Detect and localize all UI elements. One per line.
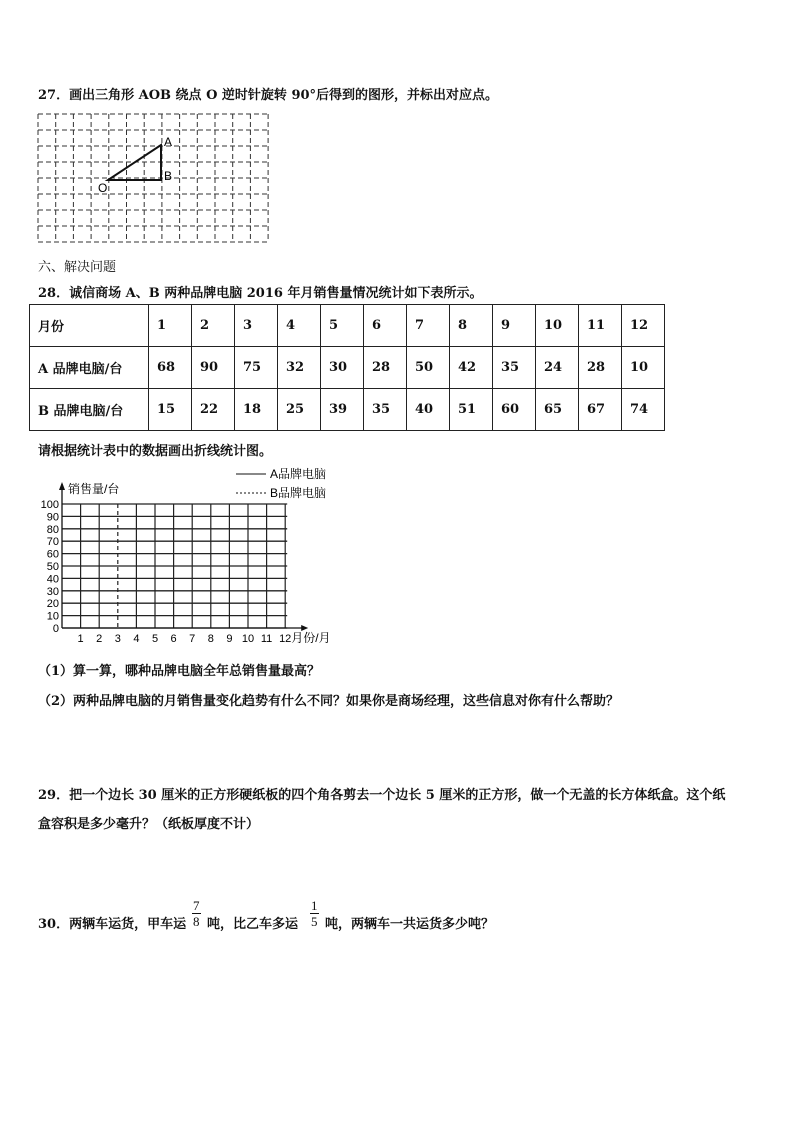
table-cell: 24 [536, 347, 579, 389]
row-label: A 品牌电脑/台 [30, 347, 149, 389]
x-tick-label: 5 [151, 633, 159, 645]
chart-instruction: 请根据统计表中的数据画出折线统计图。 [38, 444, 273, 459]
table-cell: 30 [321, 347, 364, 389]
q29-line2: 盒容积是多少毫升？（纸板厚度不计） [38, 817, 260, 832]
y-tick-label: 100 [40, 499, 59, 511]
table-row [30, 389, 665, 431]
grid-lines [38, 114, 268, 242]
q30-part2: 吨，比乙车多运 [207, 917, 299, 932]
table-cell: 65 [536, 389, 579, 431]
y-tick-label: 0 [52, 623, 59, 635]
table-cell: 32 [278, 347, 321, 389]
fraction-numerator: 1 [311, 898, 318, 913]
x-tick-label: 10 [241, 633, 255, 645]
table-cell: 22 [192, 389, 235, 431]
q28-sub1: （1）算一算，哪种品牌电脑全年总销售量最高？ [38, 664, 321, 679]
x-tick-label: 11 [260, 633, 273, 645]
month-header: 1 [149, 305, 192, 347]
table-cell: 42 [450, 347, 493, 389]
table-cell: 15 [149, 389, 192, 431]
x-tick-label: 6 [170, 633, 177, 645]
month-header: 8 [450, 305, 493, 347]
x-tick-label: 12 [279, 633, 292, 645]
y-tick-label: 10 [46, 610, 59, 623]
q28-sub2: （2）两种品牌电脑的月销售量变化趋势有什么不同？如果你是商场经理，这些信息对你有什么帮助？ [38, 694, 620, 709]
y-tick-label: 20 [46, 598, 59, 611]
table-cell: 90 [192, 347, 235, 389]
fraction-denominator: 8 [193, 914, 200, 929]
month-header: 3 [235, 305, 278, 347]
table-cell: 74 [622, 389, 665, 431]
y-tick-label: 70 [46, 536, 59, 549]
q30-part3: 吨，两辆车一共运货多少吨？ [325, 917, 495, 932]
table-cell: 39 [321, 389, 364, 431]
table-cell: 18 [235, 389, 278, 431]
x-tick-label: 1 [77, 633, 84, 645]
month-header: 4 [278, 305, 321, 347]
sales-table [29, 304, 665, 431]
line-chart [34, 462, 354, 648]
q28-text: 28．诚信商场 A、B 两种品牌电脑 2016 年月销售量情况统计如下表所示。 [38, 286, 483, 301]
table-cell: 28 [579, 347, 622, 389]
table-cell: 40 [407, 389, 450, 431]
q30-part1: 30．两辆车运货，甲车运 [38, 917, 187, 932]
y-tick-label: 60 [46, 548, 59, 561]
y-tick-label: 30 [46, 585, 59, 598]
rotation-grid [36, 112, 272, 246]
y-axis-arrow [59, 482, 65, 490]
q29-line1: 29．把一个边长 30 厘米的正方形硬纸板的四个角各剪去一个边长 5 厘米的正方形，做一个无盖的长方体纸盒。这个纸 [38, 788, 726, 803]
fraction-7-8 [192, 898, 201, 929]
q27-text: 27．画出三角形 AOB 绕点 O 逆时针旋转 90°后得到的图形，并标出对应点。 [38, 88, 499, 103]
y-tick-label: 50 [46, 561, 59, 573]
x-tick-label: 9 [226, 633, 233, 645]
table-cell: 10 [622, 347, 665, 389]
legend-label: B品牌电脑 [270, 486, 327, 500]
y-tick-label: 40 [46, 573, 59, 586]
point-b-label: B [164, 169, 173, 183]
table-cell: 35 [493, 347, 536, 389]
column-header: 月份 [30, 305, 149, 347]
table-cell: 35 [364, 389, 407, 431]
table-cell: 67 [579, 389, 622, 431]
point-o-label: O [98, 181, 108, 195]
section-title: 六、解决问题 [38, 260, 117, 275]
fraction-denominator: 5 [311, 914, 318, 929]
table-cell: 68 [149, 347, 192, 389]
row-label: B 品牌电脑/台 [30, 389, 149, 431]
x-tick-label: 2 [96, 633, 103, 645]
month-header: 11 [579, 305, 622, 347]
table-cell: 28 [364, 347, 407, 389]
y-tick-label: 90 [46, 511, 59, 524]
fraction-numerator: 7 [193, 898, 200, 913]
x-tick-label: 7 [189, 633, 196, 645]
table-cell: 51 [450, 389, 493, 431]
x-tick-label: 3 [114, 633, 121, 645]
y-axis-label: 销售量/台 [68, 482, 120, 496]
table-cell: 25 [278, 389, 321, 431]
fraction-1-5 [310, 898, 319, 929]
table-cell: 75 [235, 347, 278, 389]
table-cell: 50 [407, 347, 450, 389]
y-tick-label: 80 [46, 523, 59, 536]
month-header: 10 [536, 305, 579, 347]
x-tick-label: 4 [133, 633, 140, 645]
point-a-label: A [164, 135, 173, 149]
table-header-row [30, 305, 665, 347]
month-header: 2 [192, 305, 235, 347]
month-header: 7 [407, 305, 450, 347]
month-header: 6 [364, 305, 407, 347]
month-header: 5 [321, 305, 364, 347]
month-header: 12 [622, 305, 665, 347]
table-cell: 60 [493, 389, 536, 431]
x-tick-label: 8 [207, 633, 214, 645]
x-axis-label: 月份/月 [291, 631, 331, 645]
month-header: 9 [493, 305, 536, 347]
table-row [30, 347, 665, 389]
legend-label: A品牌电脑 [270, 467, 327, 481]
